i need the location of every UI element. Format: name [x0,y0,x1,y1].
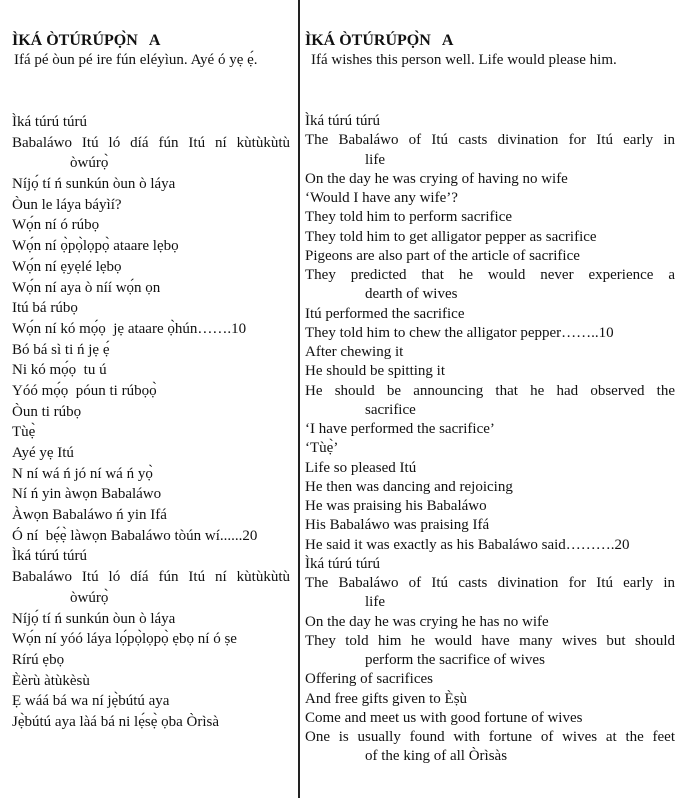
verse-line: òwúrọ̀ [70,589,109,606]
verse-line: N ní wá ń jó ní wá ń yọ̀ [12,465,153,482]
english-subtitle: Ifá wishes this person well. Life would please him. [311,52,617,68]
verse-line: Wọ́n ní ó rúbọ [12,217,100,234]
verse-line: Níjọ́ tí ń sunkún òun ò láya [12,610,176,627]
verse-line: The Babaláwo of Itú casts divination for Itú early in [305,575,675,591]
verse-line: perform the sacrifice of wives [365,652,545,668]
verse-line: They told him to get alligator pepper as sacrifice [305,228,597,245]
verse-line: He said it was exactly as his Babaláwo said……….20 [305,536,630,553]
verse-line: Ni kó mọ́ọ tu ú [12,362,107,379]
verse-line: He was praising his Babaláwo [305,498,487,514]
verse-line: Itú bá rúbọ [12,300,78,317]
english-verse [305,112,675,767]
verse-line: His Babaláwo was praising Ifá [305,517,490,534]
verse-line: He should be spitting it [305,363,445,380]
verse-line: On the day he was crying he has no wife [305,613,549,630]
verse-line: Wọ́n ní aya ò níí wọ́n ọn [12,279,161,296]
verse-line: dearth of wives [365,286,458,303]
verse-line: Tùẹ̀ [12,424,36,441]
verse-line: Wọ́n ní ọ̀pọ̀lọpọ̀ ataare lẹbọ [12,238,179,255]
verse-line: One is usually found with fortune of wives at the feet [305,729,675,745]
verse-line: Babaláwo Itú ló díá fún Itú ní kùtùkùtù [12,134,290,151]
verse-line: They told him to perform sacrifice [305,209,513,226]
verse-line: They told him to chew the alligator pepper……..10 [305,324,614,341]
english-title: ÌKÁ ÒTÚRÚPỌ̀N A [305,32,454,49]
verse-line: Pigeons are also part of the article of sacrifice [305,247,580,264]
verse-line: Bó bá sì ti ń jẹ ẹ́ [12,341,110,358]
verse-line: Offering of sacrifices [305,671,433,688]
yoruba-subtitle: Ifá pé òun pé ire fún eléyìun. Ayé ó yẹ ẹ́. [14,52,258,68]
verse-line: Yóó mọ́ọ póun ti rúbọọ̀ [12,382,157,399]
verse-line: of the king of all Òrìsàs [365,748,508,765]
verse-line: Ìká túrú túrú [305,555,380,572]
verse-line: And free gifts given to Èṣù [305,690,468,707]
verse-line: ‘Would I have any wife’? [305,190,458,206]
verse-line: life [365,594,385,611]
verse-line: After chewing it [305,344,404,360]
verse-line: Ìká túrú túrú [305,113,380,129]
verse-line: Òun ti rúbọ [12,403,82,420]
verse-line: òwúrọ̀ [70,155,109,172]
verse-line: Èèrù àtùkèsù [12,672,90,689]
verse-line: Níjọ́ tí ń sunkún òun ò láya [12,176,176,193]
verse-line: Itú performed the sacrifice [305,305,465,322]
verse-line: He then was dancing and rejoicing [305,478,513,495]
verse-line: ‘I have performed the sacrifice’ [305,421,495,437]
verse-line: He should be announcing that he had observed the [305,382,675,399]
verse-line: Jẹ̀bútú aya làá bá ni lẹ́sẹ̀ ọba Òrìsà [12,713,220,730]
verse-line: Wọ́n ní kó mọ́ọ jẹ ataare ọ̀hún…….10 [12,320,247,337]
verse-line: Ìká túrú túrú [12,114,87,130]
verse-line: They told him he would have many wives but should [305,632,675,649]
yoruba-title: ÌKÁ ÒTÚRÚPỌ̀N A [12,32,161,49]
verse-line: They predicted that he would never experience a [305,267,675,283]
verse-line: sacrifice [365,401,416,418]
verse-line: Ní ń yin àwọn Babaláwo [12,486,162,503]
verse-line: ‘Tùẹ̀’ [305,440,339,457]
verse-line: Ìká túrú túrú [12,548,87,565]
yoruba-verse [12,112,290,733]
verse-line: Wọ́n ní ẹyẹlé lẹbọ [12,258,122,275]
verse-line: The Babaláwo of Itú casts divination for Itú early in [305,132,675,149]
verse-line: Ayé yẹ Itú [12,445,74,461]
verse-line: Rírú ẹbọ [12,651,65,668]
column-divider [298,0,300,798]
verse-line: Wọ́n ní yóó láya lọ́pọ̀lọpọ̀ ẹbọ ní ó ṣe [12,631,237,648]
verse-line: Come and meet us with good fortune of wives [305,709,583,726]
verse-line: life [365,151,385,168]
verse-line: Ó ní bẹ́ẹ̀ làwọn Babaláwo tòún wí......20 [12,527,258,544]
verse-line: Òun le láya báyìí? [12,196,122,213]
verse-line: Babaláwo Itú ló díá fún Itú ní kùtùkùtù [12,569,290,586]
verse-line: Life so pleased Itú [305,459,417,476]
verse-line: Ẹ wáá bá wa ní jẹ̀bútú aya [12,693,170,710]
verse-line: Àwọn Babaláwo ń yin Ifá [12,507,167,524]
verse-line: On the day he was crying of having no wife [305,170,568,187]
